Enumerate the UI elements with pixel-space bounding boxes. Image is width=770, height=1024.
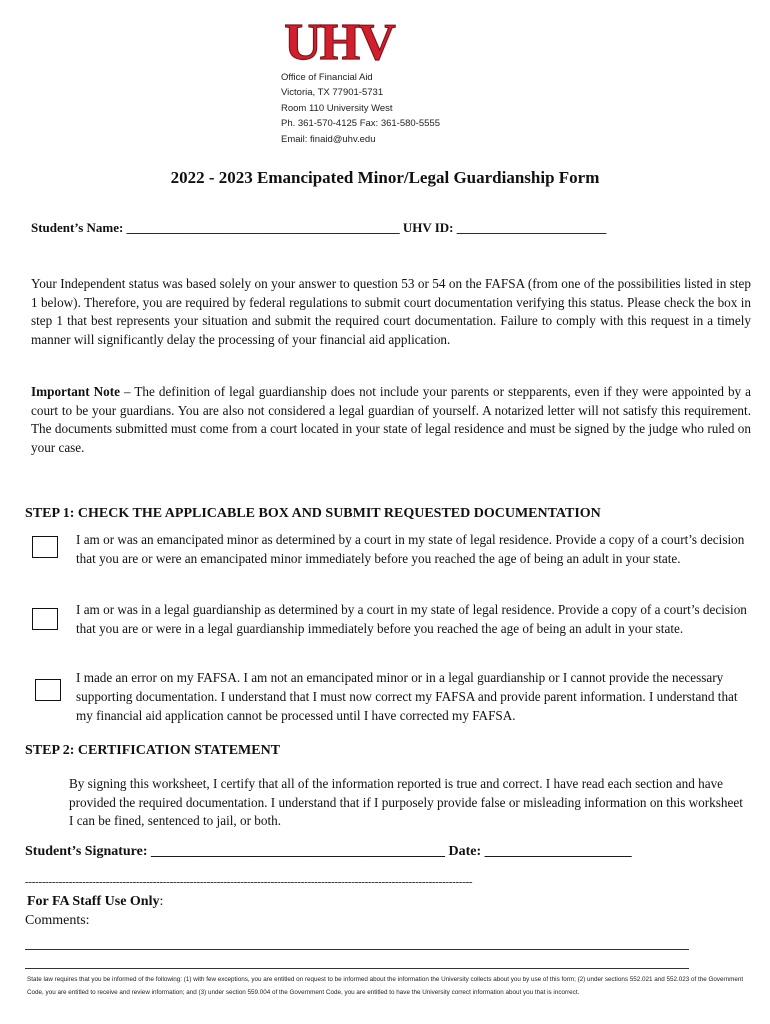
checkbox-emancipated-minor[interactable]: [32, 536, 58, 558]
comments-line[interactable]: [25, 968, 689, 969]
staff-use-title: For FA Staff Use Only: [27, 894, 160, 909]
important-note-label: Important Note: [31, 384, 120, 399]
option-emancipated-minor: I am or was an emancipated minor as determined by a court in my state of legal residence. Provide a copy of a court’s decision that you are or were an emancipated minor immediately before you reached the age of being an adult in your state.: [76, 532, 745, 566]
privacy-footer: State law requires that you be informed of the following: (1) with few exceptions, you are entitled on request to be informed about the information the University collects about you by use of this form; (2) under sections 552.021 and 552.023 of the Government Code, you are entitled to receive and review information; and (3) under section 559.004 of the Government Code, you are entitled to have the University correct information about you that is incorrect.: [27, 976, 744, 996]
option-fafsa-error: I made an error on my FAFSA. I am not an emancipated minor or in a legal guardianship or I cannot provide the necessary supporting documentation. I understand that I must now correct my FAFSA and provide parent information. I understand that my financial aid application cannot be processed until I have corrected my FAFSA.: [76, 670, 738, 723]
comments-label: Comments:: [25, 913, 90, 928]
student-name-uhv-id-field[interactable]: Student’s Name: __________________________________________ UHV ID: _______________________: [31, 220, 607, 235]
option-legal-guardianship: I am or was in a legal guardianship as determined by a court in my state of legal residence. Provide a copy of a court’s decision that you are or were in a legal guardianship immediately before you reached the age of being an adult in your state.: [76, 602, 747, 636]
logo-text: UHV: [284, 16, 394, 64]
checkbox-fafsa-error[interactable]: [35, 679, 61, 701]
office-address: [281, 70, 440, 147]
certification-text: By signing this worksheet, I certify that all of the information reported is true and correct. I have read each section and have provided the required documentation. I understand that if I purposely provide false or misleading information on this worksheet I can be fined, sentenced to jail, or both.: [69, 776, 743, 828]
step1-heading: STEP 1: CHECK THE APPLICABLE BOX AND SUBMIT REQUESTED DOCUMENTATION: [25, 506, 601, 521]
signature-date-field[interactable]: Student’s Signature: __________________________________________ Date: _____________________: [25, 844, 632, 859]
office-line: Ph. 361-570-4125 Fax: 361-580-5555: [281, 118, 440, 130]
office-email[interactable]: Email: finaid@uhv.edu: [281, 133, 376, 145]
step2-heading: STEP 2: CERTIFICATION STATEMENT: [25, 743, 281, 758]
comments-line[interactable]: [25, 949, 689, 950]
staff-use-colon: :: [159, 894, 164, 909]
checkbox-legal-guardianship[interactable]: [32, 608, 58, 630]
office-line: Office of Financial Aid: [281, 72, 373, 83]
staff-divider: -------------------------------------------------------------------------------------------------------------------------------------: [25, 876, 473, 888]
staff-use-label: [27, 894, 163, 910]
form-title: 2022 - 2023 Emancipated Minor/Legal Guardianship Form: [170, 168, 600, 187]
office-line: Victoria, TX 77901-5731: [281, 87, 384, 99]
intro-paragraph: Your Independent status was based solely on your answer to question 53 or 54 on the FAFSA (from one of the possibilities listed in step 1 below). Therefore, you are required by federal regulations to submit court documentation verifying this status. Please check the box in step 1 that best represents your situation and submit the required court documentation. Failure to comply with this request in a timely manner will significantly delay the processing of your financial aid application.: [31, 276, 751, 347]
uhv-logo: [268, 16, 410, 64]
important-note-text: – The definition of legal guardianship does not include your parents or stepparents, even if they were appointed by a court to be your guardians. You are also not considered a legal guardian of yourself. A notarized letter will not satisfy this requirement. The documents submitted must come from a court located in your state of legal residence and must be signed by the judge who ruled on your case.: [31, 384, 751, 455]
important-note: [31, 383, 751, 457]
office-line: Room 110 University West: [281, 102, 393, 114]
